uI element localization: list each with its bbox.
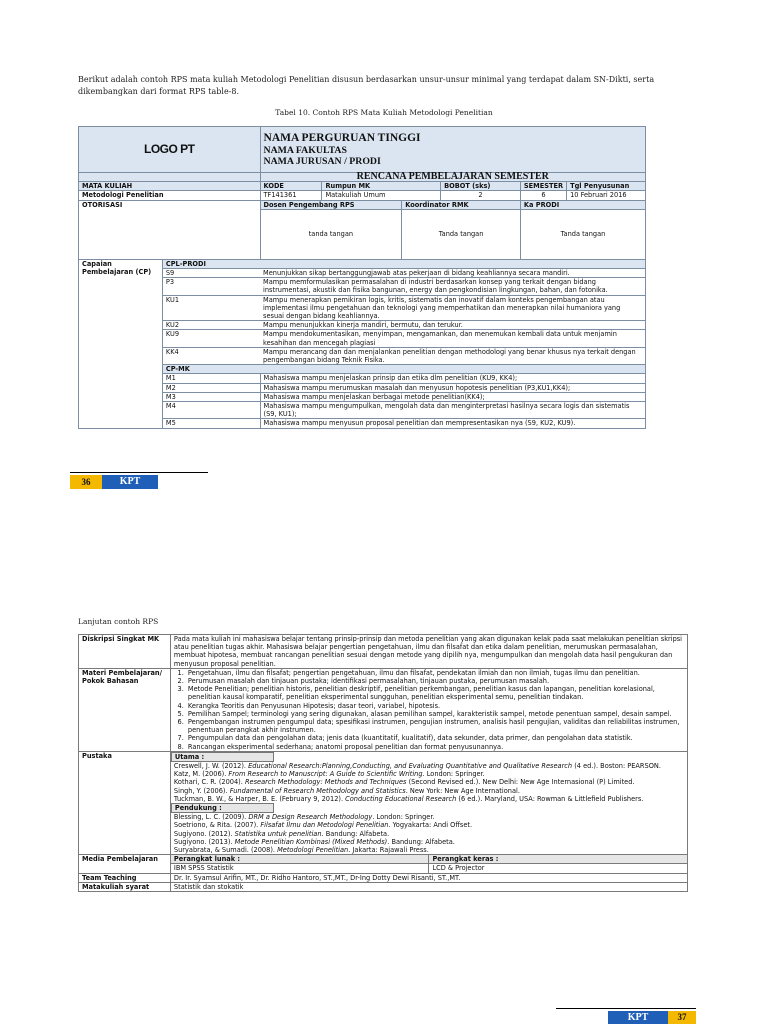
- references-cell: [170, 751, 687, 854]
- cpl-code: KK4: [162, 347, 260, 364]
- rps-table: [78, 126, 646, 429]
- header-code: KODE: [260, 182, 322, 191]
- header-date: Tgl Penyusunan: [567, 182, 646, 191]
- course-code: TF141361: [260, 191, 322, 200]
- course-family: Matakuliah Umum: [322, 191, 441, 200]
- materials-list: [186, 669, 684, 751]
- description-label: Diskripsi Singkat MK: [79, 635, 171, 669]
- intro-paragraph: Berikut adalah contoh RPS mata kuliah Metodologi Penelitian disusun berdasarkan unsur-unsur minimal yang terdapat dalam SN-Dikti, serta dikembangkan dari format RPS table-8.: [78, 75, 655, 96]
- continued-caption: Lanjutan contoh RPS: [78, 617, 159, 626]
- cpmk-code: M1: [162, 374, 260, 383]
- cpmk-code: M2: [162, 383, 260, 392]
- software-header: Perangkat lunak :: [170, 855, 429, 864]
- reference-item: Katz, M. (2006). From Research to Manuscript: A Guide to Scientific Writing. London: Springer.: [173, 770, 485, 779]
- cpmk-text: Mahasiswa mampu merumuskan masalah dan menyusun hopotesis penelitian (P3,KU1,KK4);: [260, 383, 645, 392]
- cpmk-text: Mahasiswa mampu menyusun proposal penelitian dan mempresentasikan nya (S9, KU2, KU9).: [260, 419, 645, 428]
- reference-item: Sugiyono. (2013). Metode Penelitian Kombinasi (Mixed Methods). Bandung: Alfabeta.: [173, 837, 455, 846]
- hardware-header: Perangkat keras :: [429, 855, 688, 864]
- rps-table-continued: [78, 634, 688, 892]
- reference-item: Sugiyono. (2012). Statistika untuk penelitian. Bandung: Alfabeta.: [173, 829, 390, 838]
- reference-item: Blessing, L. C. (2009). DRM a Design Research Methodology. London: Springer.: [173, 813, 435, 822]
- list-item: 4. Kerangka Teoritis dan Penyusunan Hipotesis; dasar teori, variabel, hipotesis.: [186, 702, 684, 710]
- prerequisite-value: Statistik dan stokatik: [170, 882, 687, 891]
- materials-cell: [170, 668, 687, 751]
- signature-developer: tanda tangan: [260, 209, 402, 259]
- page-number: 37: [668, 1011, 696, 1024]
- course-date: 10 Februari 2016: [567, 191, 646, 200]
- faculty-name: NAMA FAKULTAS: [263, 145, 347, 156]
- footer-tag: KPT: [608, 1011, 668, 1024]
- cpl-header: CPL-PRODI: [162, 259, 645, 268]
- page-number: 36: [70, 475, 102, 489]
- document-title: RENCANA PEMBELAJARAN SEMESTER: [260, 173, 645, 182]
- cpmk-text: Mahasiswa mampu menjelaskan prinsip dan etika dlm penelitian (KU9, KK4);: [260, 374, 645, 383]
- footer-rule: [556, 1008, 696, 1009]
- signature-coordinator: Tanda tangan: [402, 209, 521, 259]
- references-label: Pustaka: [79, 751, 171, 854]
- cpl-text: Menunjukkan sikap bertanggungjawab atas pekerjaan di bidang keahliannya secara mandiri.: [260, 269, 645, 278]
- prerequisite-label: Matakuliah syarat: [79, 882, 171, 891]
- course-semester: 6: [520, 191, 566, 200]
- reference-item: Suryabrata, & Sumadi. (2008). Metodologi Penelitian. Jakarta: Rajawali Press.: [173, 846, 429, 855]
- header-head: Ka PRODI: [520, 200, 645, 209]
- cpl-code: KU1: [162, 295, 260, 321]
- logo-placeholder: LOGO PT: [79, 127, 261, 173]
- reference-item: Tuckman, B. W., & Harper, B. E. (February 9, 2012). Conducting Educational Research (6 ed.). Maryland, USA: Rowman & Littlefield Publishers.: [173, 794, 644, 803]
- supporting-references-header: Pendukung :: [171, 803, 274, 813]
- cpl-text: Mampu merancang dan dan menjalankan penelitian dengan methodologi yang benar khusus nya terkait dengan pengembangan bidang Teknik Fisika.: [260, 347, 645, 364]
- course-name: Metodologi Penelitian: [79, 191, 261, 200]
- institution-header: [260, 127, 645, 173]
- list-item: 8. Rancangan eksperimental sederhana; anatomi proposal penelitian dan format penyusunannya.: [186, 743, 684, 751]
- signature-head: Tanda tangan: [520, 209, 645, 259]
- cpl-text: Mampu mendokumentasikan, menyimpan, mengamankan, dan menemukan kembali data untuk menjamin kesahihan dan mencegah plagiasi: [260, 330, 645, 347]
- reference-item: Soetriono, & Rita. (2007). Filsafat Ilmu dan Metodologi Penelitian. Yogyakarta: Andi Offset.: [173, 821, 473, 830]
- header-course: MATA KULIAH: [79, 182, 261, 191]
- footer-tag: KPT: [102, 475, 158, 489]
- institution-name: NAMA PERGURUAN TINGGI: [263, 132, 421, 144]
- primary-references-header: Utama :: [171, 752, 274, 762]
- authorization-label: OTORISASI: [79, 200, 261, 259]
- cpl-text: Mampu memformulasikan permasalahan di industri berdasarkan konsep yang terkait dengan bidang instrumentasi, akustik dan fisika bangunan, energy dan pengkondisian lingkungan, bahan, dan fotonika.: [260, 278, 645, 295]
- list-item: 6. Pengembangan instrumen pengumpul data; spesifikasi instrumen, pengujian instrumen, analisis hasil pengujian, validitas dan reliabilitas instrumen, penentuan perangkat akhir instrumen.: [186, 718, 684, 734]
- table-caption: Tabel 10. Contoh RPS Mata Kuliah Metodologi Penelitian: [275, 108, 493, 117]
- software-value: IBM SPSS Statistik: [170, 864, 429, 873]
- cpmk-code: M4: [162, 402, 260, 419]
- department-name: NAMA JURUSAN / PRODI: [263, 156, 381, 167]
- header-semester: SEMESTER: [520, 182, 566, 191]
- list-item: 1. Pengetahuan, ilmu dan filsafat; pengertian pengetahuan, ilmu dan filsafat, pendekatan ilmiah dan non ilmiah, tugas ilmu dan penelitian.: [186, 669, 684, 677]
- list-item: 7. Pengumpulan data dan pengolahan data; jenis data (kuantitatif, kualitatif), data sekunder, data primer, dan pengolahan data statistik.: [186, 734, 684, 742]
- list-item: 5. Pemilihan Sampel; terminologi yang sering digunakan, alasan pemilihan sampel, karakteristik sampel, metode penentuan sampel, desain sampel.: [186, 710, 684, 718]
- description-text: Pada mata kuliah ini mahasiswa belajar tentang prinsip-prinsip dan metoda penelitian yang akan digunakan kelak pada saat melakukan penelitian skripsi atau penelitian tugas akhir. Mahasiswa belajar pengertian pengetahuan, ilmu dan filsafat dan etika dalam penelitian, merumuskan permasalahan, membuat hipotesa, membuat rancangan penelitian sesuai dengan metode yang dipilih nya, mengumpulkan dan mengolah data hasil pengukuran dan menyusun proposal penelitian.: [170, 635, 687, 669]
- cpl-text: Mampu menerapkan pemikiran logis, kritis, sistematis dan inovatif dalam konteks pengembangan atau implementasi ilmu pengetahuan dan teknologi yang memperhatikan dan menerapkan nilai humaniora yang sesuai dengan bidang keahliannya.: [260, 295, 645, 321]
- reference-item: Creswell, J. W. (2012). Educational Research:Planning,Conducting, and Evaluating Quantitative and Qualitative Research (4 ed.). Boston: PEARSON.: [173, 762, 661, 771]
- media-label: Media Pembelajaran: [79, 855, 171, 873]
- cpl-code: KU2: [162, 321, 260, 330]
- hardware-value: LCD & Projector: [429, 864, 688, 873]
- team-value: Dr. Ir. Syamsul Arifin, MT., Dr. Ridho Hantoro, ST.,MT., Dr-Ing Dotty Dewi Risanti, ST.,MT.: [170, 873, 687, 882]
- footer-rule: [70, 472, 208, 473]
- cpmk-header: CP-MK: [162, 365, 645, 374]
- course-credits: 2: [441, 191, 521, 200]
- header-credits: BOBOT (sks): [441, 182, 521, 191]
- header-developer: Dosen Pengembang RPS: [260, 200, 402, 209]
- list-item: 2. Perumusan masalah dan tinjauan pustaka; identifikasi permasalahan, tinjauan pustaka, perumusan masalah.: [186, 677, 684, 685]
- cp-label: Capaian Pembelajaran (CP): [79, 259, 163, 428]
- list-item: 3. Metode Penelitian; penelitian historis, penelitian deskriptif, penelitian perkembangan, penelitian kasus dan lapangan, penelitian korelasional, penelitian kausal komparatif, penelitian eksperimental sungguhan, penelitian eksperimental semu, penelitian tindakan.: [186, 685, 684, 701]
- cpl-text: Mampu menunjukkan kinerja mandiri, bermutu, dan terukur.: [260, 321, 645, 330]
- header-family: Rumpun MK: [322, 182, 441, 191]
- cpmk-code: M3: [162, 392, 260, 401]
- cpl-code: KU9: [162, 330, 260, 347]
- cpmk-text: Mahasiswa mampu mengumpulkan, mengolah data dan menginterpretasi hasilnya secara logis dan sistematis (S9, KU1);: [260, 402, 645, 419]
- header-coordinator: Koordinator RMK: [402, 200, 521, 209]
- team-label: Team Teaching: [79, 873, 171, 882]
- cpmk-code: M5: [162, 419, 260, 428]
- reference-item: Singh, Y. (2006). Fundamental of Research Methodology and Statistics. New York: New Age International.: [173, 786, 520, 795]
- cpmk-text: Mahasiswa mampu menjelaskan berbagai metode penelitian(KK4);: [260, 392, 645, 401]
- reference-item: Kothari, C. R. (2004). Research Methodology: Methods and Techniques (Second Revised ed.). New Delhi: New Age Internasional (P) Limited.: [173, 778, 635, 787]
- cpl-code: P3: [162, 278, 260, 295]
- materials-label: Materi Pembelajaran/ Pokok Bahasan: [79, 668, 171, 751]
- cpl-code: S9: [162, 269, 260, 278]
